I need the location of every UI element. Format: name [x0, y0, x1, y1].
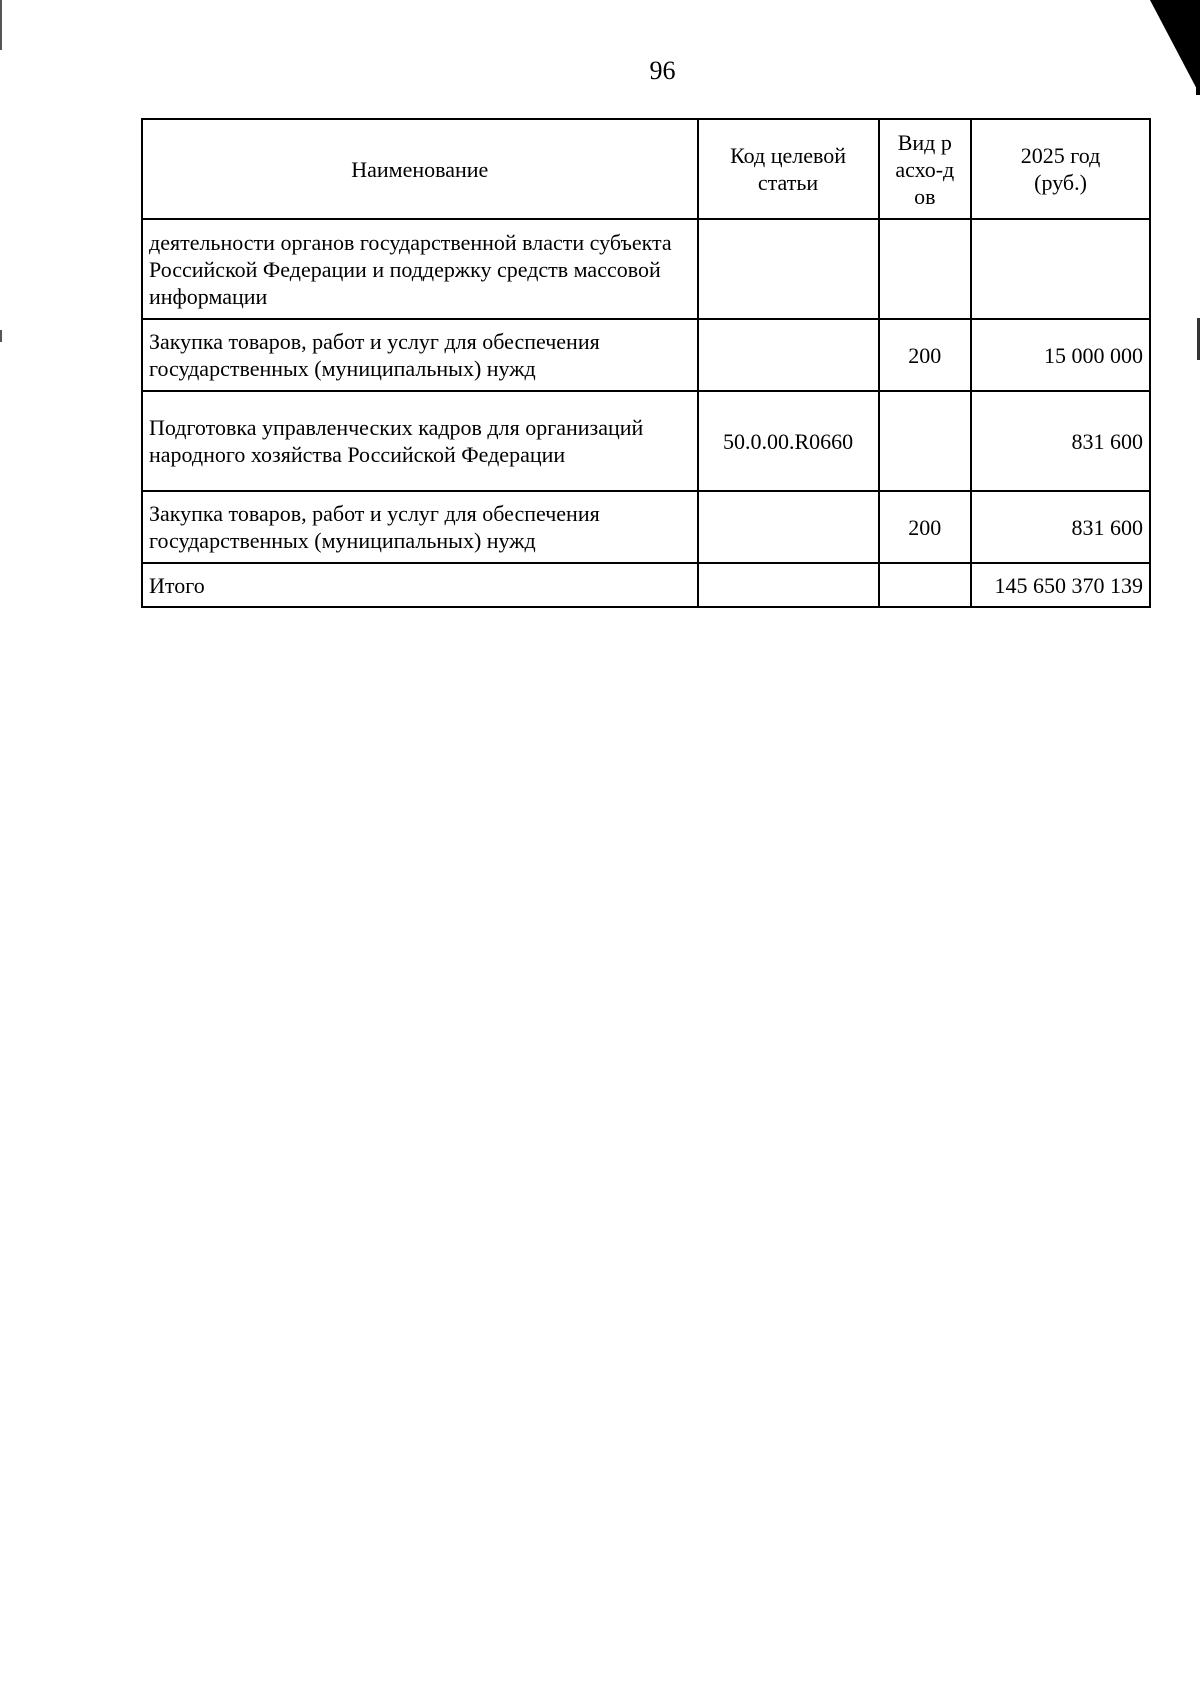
total-kind: [879, 563, 972, 607]
row-kind: 200: [879, 319, 972, 391]
total-code: [698, 563, 879, 607]
scan-edge-mark: [0, 0, 2, 50]
budget-table: [141, 118, 1151, 608]
row-name: Подготовка управленческих кадров для организаций народного хозяйства Российской Федерации: [142, 391, 698, 491]
row-name: деятельности органов государственной власти субъекта Российской Федерации и поддержку средств массовой информации: [142, 219, 698, 319]
header-sum: [971, 119, 1150, 219]
row-name: Закупка товаров, работ и услуг для обеспечения государственных (муниципальных) нужд: [142, 491, 698, 563]
row-code: [698, 219, 879, 319]
row-name: Закупка товаров, работ и услуг для обеспечения государственных (муниципальных) нужд: [142, 319, 698, 391]
row-code: [698, 319, 879, 391]
scan-edge-mark: [0, 330, 2, 342]
total-sum: 145 650 370 139: [971, 563, 1150, 607]
table-header-row: [142, 119, 1150, 219]
row-kind: [879, 391, 972, 491]
header-kind: [879, 119, 972, 219]
row-sum: [971, 219, 1150, 319]
row-code: 50.0.00.R0660: [698, 391, 879, 491]
header-code-label: Код целевой статьи: [730, 143, 846, 195]
table-row: [142, 219, 1150, 319]
total-label: Итого: [142, 563, 698, 607]
header-code: [698, 119, 879, 219]
page-number: 96: [649, 56, 676, 85]
header-name: Наименование: [142, 119, 698, 219]
row-sum: 831 600: [971, 391, 1150, 491]
table-row: [142, 319, 1150, 391]
row-sum: 831 600: [971, 491, 1150, 563]
table-total-row: [142, 563, 1150, 607]
table-row: [142, 391, 1150, 491]
header-sum-label: 2025 год (руб.): [1020, 143, 1101, 195]
row-kind: 200: [879, 491, 972, 563]
table-row: [142, 491, 1150, 563]
row-kind: [879, 219, 972, 319]
row-sum: 15 000 000: [971, 319, 1150, 391]
row-code: [698, 491, 879, 563]
header-kind-label: Вид расхо-дов: [895, 129, 955, 209]
